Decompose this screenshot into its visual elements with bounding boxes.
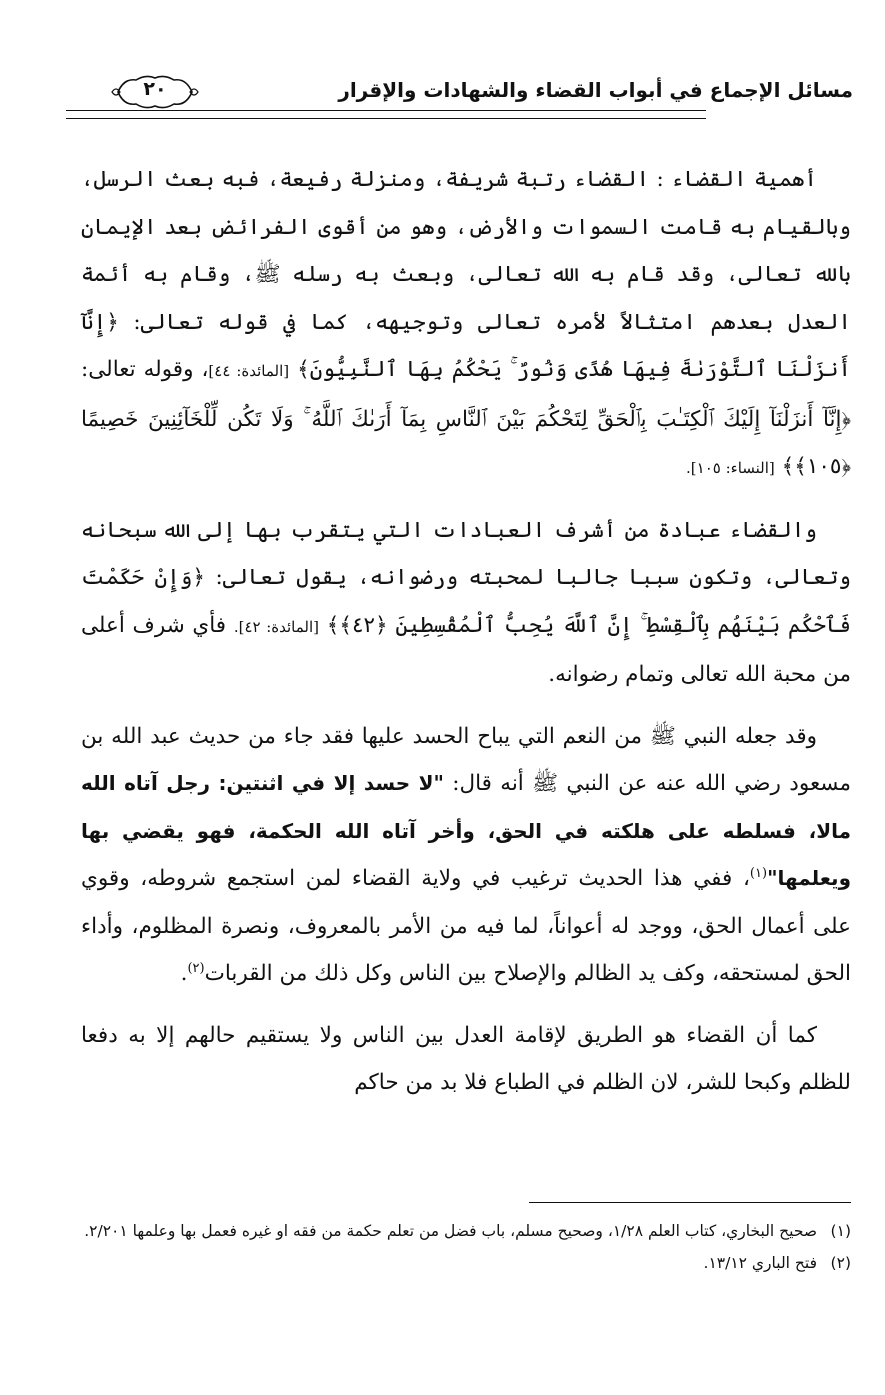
- page-number-ornament: [110, 72, 200, 112]
- body-text: [81, 156, 851, 1121]
- footnote-number: (٢): [830, 1254, 851, 1272]
- footnote-text: صحيح البخاري، كتاب العلم ١/٢٨، وصحيح مسلم، باب فضل من تعلم حكمة من فقه او غيره فعمل بها وعلمها ٢/٢٠١.: [84, 1222, 817, 1240]
- verse-reference: [المائدة: ٤٤]: [208, 362, 290, 380]
- paragraph-text: ، ففي هذا الحديث ترغيب في ولاية القضاء لمن استجمع شروطه، وقوي على أعمال الحق، ووجد له أعواناً، لما فيه من الأمر بالمعروف، ونصرة المظلوم، وأداء الحق لمستحقه، وكف يد الظالم والإصلاح بين الناس وكل ذلك من القربات: [81, 866, 851, 986]
- footnote: [61, 1247, 851, 1279]
- header-rule-left-top: [68, 110, 108, 111]
- paragraph-worship: [81, 507, 851, 699]
- header-rule-left-bottom: [68, 118, 108, 119]
- footnotes: [61, 1215, 851, 1279]
- footnote-separator: [529, 1202, 851, 1203]
- header-rule-top: [66, 110, 706, 111]
- footnote: [61, 1215, 851, 1247]
- paragraph-hadith: [81, 713, 851, 998]
- hadith-quote: "لا حسد إلا في اثنتين: رجل آتاه الله مالا، فسلطه على هلكته في الحق، وأخر آتاه الله الحكمة، فهو يقضي بها ويعلمها": [81, 771, 851, 890]
- paragraph-text: وقد جعله النبي ﷺ من النعم التي يباح الحسد عليها فقد جاء من حديث عبد الله بن مسعود رضي الله عنه عن النبي ﷺ أنه قال:: [81, 723, 852, 796]
- paragraph-text: كما أن القضاء هو الطريق لإقامة العدل بين الناس ولا يستقيم حالهم إلا به دفعا للظلم وكبحا للشر، لان الظلم في الطباع فلا بد من حاكم: [81, 1022, 851, 1095]
- paragraph-text: .: [180, 961, 188, 986]
- footnote-marker: (٢): [187, 960, 205, 976]
- paragraph-justice: [81, 1012, 851, 1107]
- paragraph-text: أهمية القضاء : القضاء رتبة شريفة، ومنزلة رفيعة، فبه بعث الرسل، وبالقيام به قامت السموات والأرض، وهو من أقوى الفرائض بعد الإيمان بالله تعالى، وقد قام به الله تعالى، وبعث به رسله ﷺ، وقام به أئمة العدل بعدهم امتثالاً لأمره تعالى وتوجيهه، كما في قوله تعالى:: [81, 167, 851, 335]
- paragraph-importance: [81, 156, 851, 493]
- paragraph-text: ، وقوله تعالى:: [81, 357, 209, 382]
- page-number: ٢٠: [143, 78, 167, 100]
- quran-verse: ﴿إِنَّآ أَنزَلْنَآ إِلَيْكَ ٱلْكِتَـٰبَ بِٱلْحَقِّ لِتَحْكُمَ بَيْنَ ٱلنَّاسِ بِمَآ أَرَىٰكَ ٱللَّهُ ۚ وَلَا تَكُن لِّلْخَآئِنِينَ خَصِيمًا ﴿١٠٥﴾﴾: [81, 406, 851, 479]
- header-rule-bottom: [66, 118, 706, 119]
- footnote-marker: (١): [749, 865, 768, 881]
- paragraph-text: والقضاء عبادة من أشرف العبادات التي يتقرب بها إلى الله سبحانه وتعالى، وتكون سببا جالبا لمحبته ورضوانه، يقول تعالى:: [81, 517, 851, 590]
- quran-verse: ﴿وَإِنْ حَكَمْتَ فَٱحْكُم بَيْنَهُم بِٱلْقِسْطِ ۚ إِنَّ ٱللَّهَ يُحِبُّ ٱلْمُقْسِطِينَ ﴿٤٢﴾﴾: [81, 565, 852, 638]
- verse-reference: [النساء: ١٠٥].: [686, 459, 775, 477]
- header-title: مسائل الإجماع في أبواب القضاء والشهادات والإقرار: [338, 78, 853, 102]
- footnote-number: (١): [830, 1222, 851, 1240]
- footnote-text: فتح الباري ١٣/١٢.: [703, 1254, 817, 1272]
- paragraph-text: فأي شرف أعلى من محبة الله تعالى وتمام رضوانه.: [81, 612, 851, 687]
- quran-verse: ﴿إِنَّآ أَنزَلْنَا ٱلتَّوْرَىٰةَ فِيهَا هُدًى وَنُورٌ ۚ يَحْكُمُ بِهَا ٱلنَّبِيُّونَ﴾: [81, 309, 852, 382]
- verse-reference: [المائدة: ٤٢].: [233, 617, 320, 636]
